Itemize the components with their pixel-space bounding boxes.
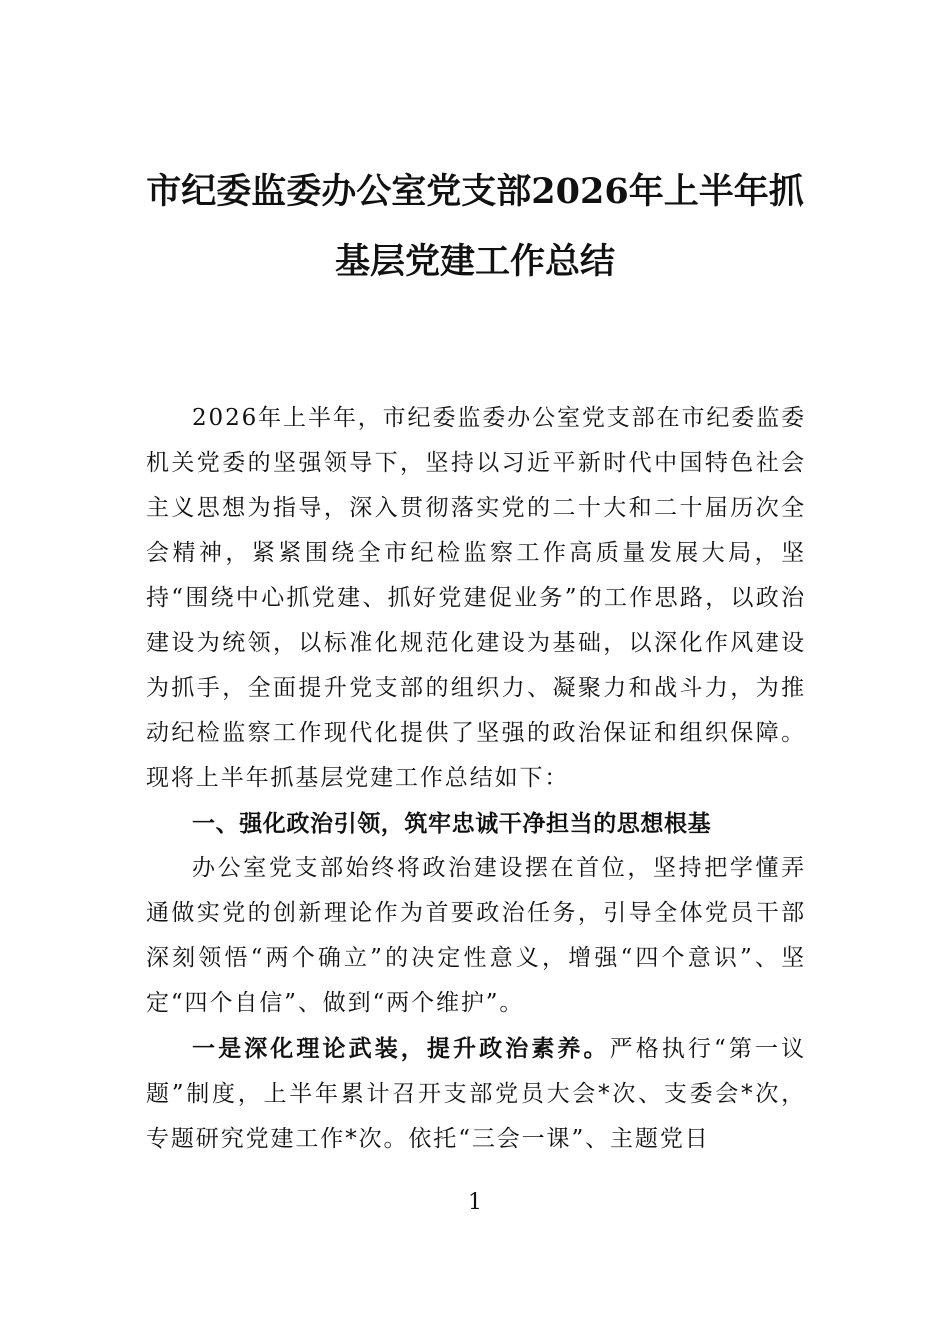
intro-paragraph: 2026年上半年，市纪委监委办公室党支部在市纪委监委机关党委的坚强领导下，坚持以习近平新时代中国特色社会主义思想为指导，深入贯彻落实党的二十大和二十届历次全会精神，紧紧围绕全市纪检监察工作高质量发展大局，坚持“围绕中心抓党建、抓好党建促业务”的工作思路，以政治建设为统领，以标准化规范化建设为基础，以深化作风建设为抓手，全面提升党支部的组织力、凝聚力和战斗力，为推动纪检监察工作现代化提供了坚强的政治保证和组织保障。现将上半年抓基层党建工作总结如下： (146, 405, 806, 791)
document-title-line1: 市纪委监委办公室党支部2026年上半年抓 (146, 171, 804, 212)
document-title-line2: 基层党建工作总结 (334, 241, 615, 282)
point-one-text: 严格执行“第一议题”制度，上半年累计召开支部党员大会*次、支委会*次，专题研究党建工作*次。依托“三会一课”、主题党日 (146, 1036, 806, 1152)
page-number: 1 (468, 1190, 482, 1215)
point-one-lead: 一是深化理论武装，提升政治素养。 (192, 1035, 610, 1062)
point-one-paragraph (146, 1026, 806, 1162)
document-body (146, 396, 806, 1162)
section1-paragraph: 办公室党支部始终将政治建设摆在首位，坚持把学懂弄通做实党的创新理论作为首要政治任务，引导全体党员干部深刻领悟“两个确立”的决定性意义，增强“四个意识”、坚定“四个自信”、做到“两个维护”。 (146, 855, 806, 1016)
section-heading-1: 一、强化政治引领，筑牢忠诚干净担当的思想根基 (192, 810, 712, 837)
